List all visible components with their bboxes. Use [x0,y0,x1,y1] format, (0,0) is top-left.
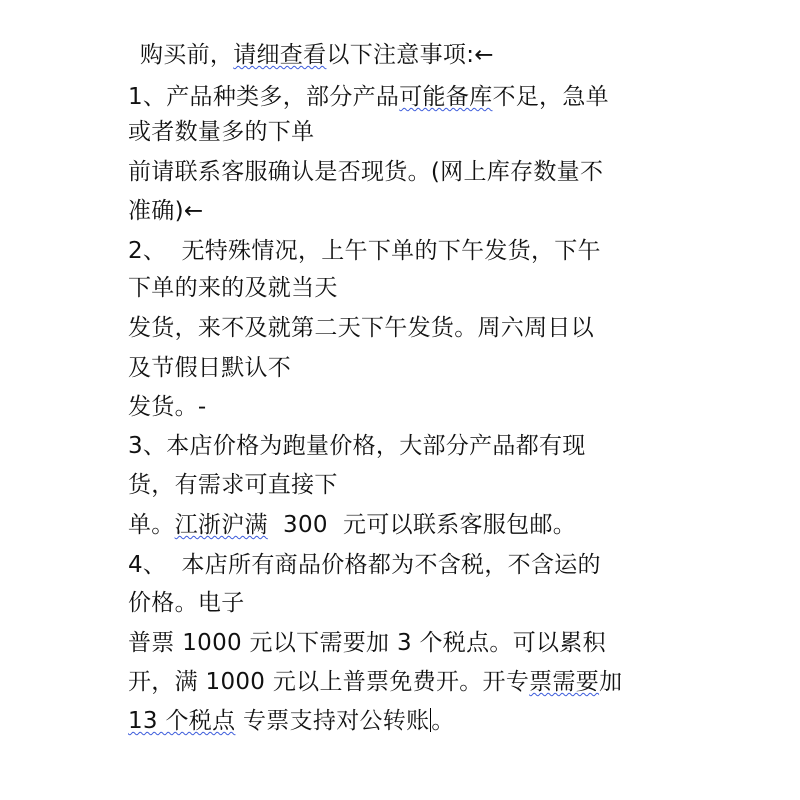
spellcheck-underlined-text: 票需要 [529,669,600,695]
text-run: 1、产品种类多，部分产品 [128,84,400,110]
item-2-line: 2、 无特殊情况，上午下单的下午发货，下午 [128,238,601,264]
notice-heading [140,40,494,70]
item-3-line: 3、本店价格为跑量价格，大部分产品都有现 [128,433,586,459]
text-run: 购买前， [140,42,234,68]
text-run: 。 [431,708,455,734]
item-1-line: 或者数量多的下单 [128,119,315,145]
text-run: 加 [599,669,623,695]
text-run: 开，满 1000 元以上普票免费开。开专 [128,669,530,695]
text-run: 300 元可以联系客服包邮。 [267,512,577,538]
item-4-line [128,706,455,736]
text-run: 专票支持对公转账 [235,708,430,734]
item-4-line [128,667,622,697]
spellcheck-underlined-text: 请细查看 [233,42,327,68]
item-4-line: 4、 本店所有商品价格都为不含税，不含运的 [128,552,601,578]
text-run: 单。 [128,512,175,538]
item-1-line [128,82,609,112]
item-3-line [128,510,576,540]
item-4-line: 价格。电子 [128,590,245,616]
item-2-line: 发货，来不及就第二天下午发货。周六周日以 [128,315,594,341]
item-4-line: 普票 1000 元以下需要加 3 个税点。可以累积 [128,630,606,656]
spellcheck-underlined-text: 可能备库 [399,84,493,110]
text-run: 以下注意事项:← [326,42,494,68]
item-2-line: 及节假日默认不 [128,355,292,381]
spellcheck-underlined-text: 13 个税点 [128,708,236,734]
item-2-line: 发货。- [128,394,207,420]
item-2-line: 下单的来的及就当天 [128,275,338,301]
item-3-line: 货，有需求可直接下 [128,472,338,498]
spellcheck-underlined-text: 江浙沪满 [174,512,268,538]
item-1-line: 前请联系客服确认是否现货。(网上库存数量不 [128,159,604,185]
item-1-line: 准确)← [128,198,204,224]
text-run: 不足，急单 [492,84,609,110]
